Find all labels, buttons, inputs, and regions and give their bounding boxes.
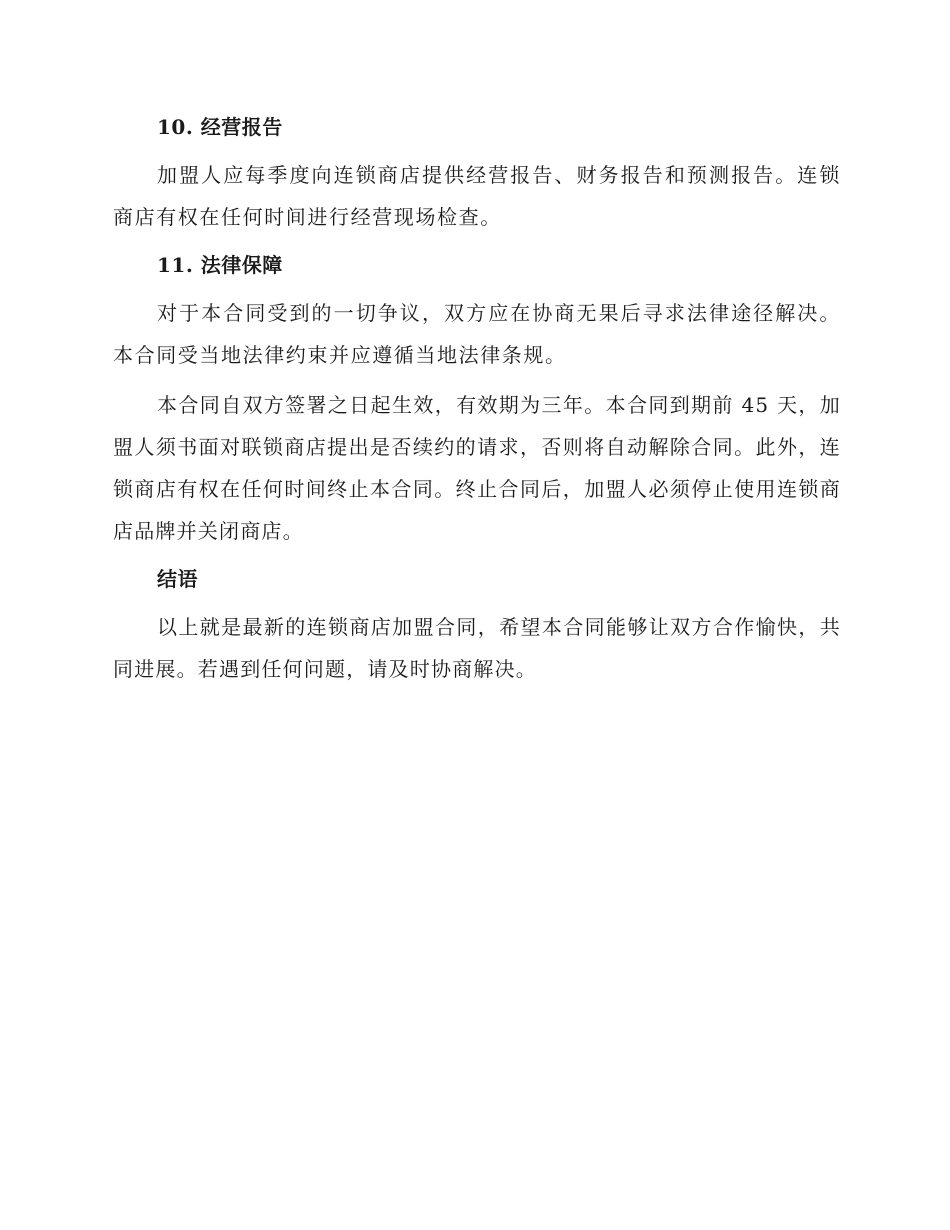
section-heading-operation-report: 10. 经营报告: [157, 115, 283, 139]
paragraph-conclusion: 以上就是最新的连锁商店加盟合同，希望本合同能够让双方合作愉快，共同进展。若遇到任何问题，请及时协商解决。: [113, 615, 841, 681]
paragraph-contract-term: 本合同自双方签署之日起生效，有效期为三年。本合同到期前 45 天，加盟人须书面对联锁商店提出是否续约的请求，否则将自动解除合同。此外，连锁商店有权在任何时间终止本合同。终止合同后，加盟人必须停止使用连锁商店品牌并关闭商店。: [113, 393, 841, 543]
paragraph-dispute-resolution: 对于本合同受到的一切争议，双方应在协商无果后寻求法律途径解决。本合同受当地法律约束并应遵循当地法律条规。: [113, 301, 841, 367]
section-heading-legal-protection: 11. 法律保障: [157, 253, 283, 277]
document-page: [113, 108, 841, 698]
paragraph-operation-report: 加盟人应每季度向连锁商店提供经营报告、财务报告和预测报告。连锁商店有权在任何时间进行经营现场检查。: [113, 163, 841, 229]
section-heading-conclusion: 结语: [157, 567, 198, 591]
